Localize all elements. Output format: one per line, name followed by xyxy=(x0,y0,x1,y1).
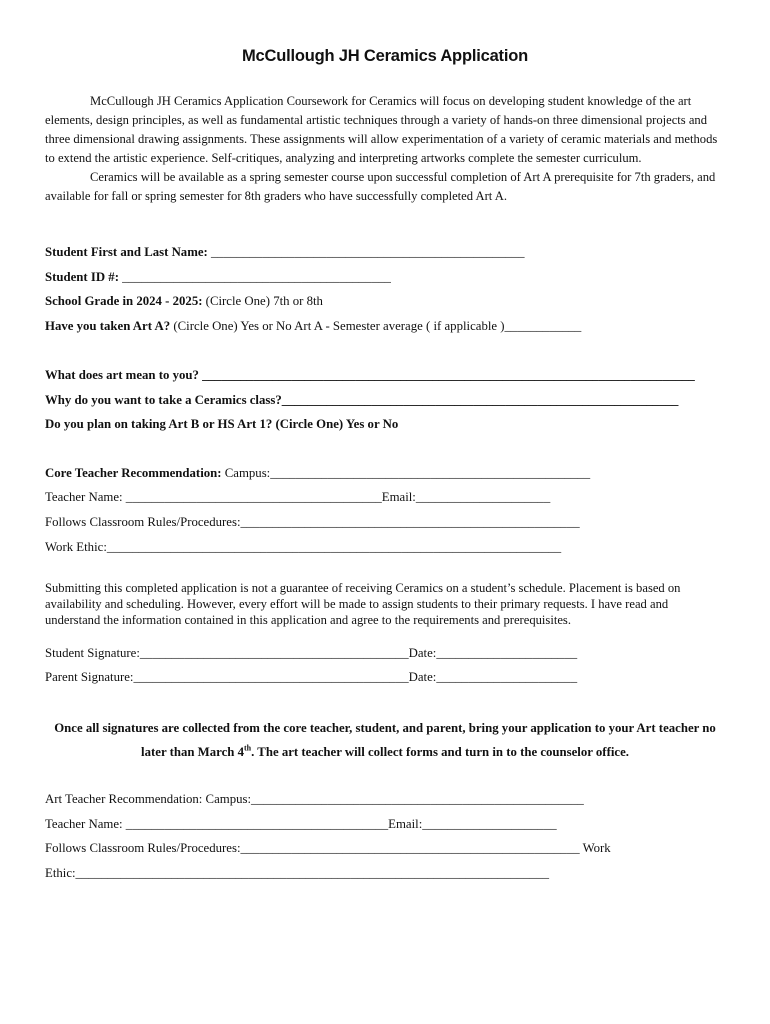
core-teacher-work-ethic-field[interactable]: Work Ethic:_______________________________________________________________________ xyxy=(45,540,562,554)
art-a-label: Have you taken Art A? xyxy=(45,319,171,333)
school-grade-field[interactable] xyxy=(45,293,323,309)
question-why-ceramics[interactable] xyxy=(45,392,678,408)
core-teacher-rec-field[interactable] xyxy=(45,465,590,481)
submission-text-end: . The art teacher will collect forms and turn in to the counselor office. xyxy=(251,745,629,759)
student-signature-field[interactable]: Student Signature:__________________________________________Date:______________________ xyxy=(45,646,578,660)
student-name-label: Student First and Last Name: xyxy=(45,245,212,259)
art-a-options[interactable]: (Circle One) Yes or No Art A - Semester average ( if applicable )____________ xyxy=(170,319,582,333)
question-why-ceramics-label: Why do you want to take a Ceramics class? xyxy=(45,393,282,407)
question-art-meaning[interactable] xyxy=(45,367,695,383)
core-teacher-rules-field[interactable]: Follows Classroom Rules/Procedures:_____________________________________________________ xyxy=(45,515,580,529)
question-why-ceramics-blank[interactable]: ______________________________________________________________ xyxy=(281,393,679,407)
page-title: McCullough JH Ceramics Application xyxy=(242,47,528,65)
submission-instructions xyxy=(45,716,725,764)
submission-superscript: th xyxy=(244,743,252,753)
question-art-meaning-blank[interactable]: _____________________________________________________________________________ xyxy=(202,368,695,382)
placement-notice: Submitting this completed application is not a guarantee of receiving Ceramics on a student’s schedule. Placement is based on availability and scheduling. However, every effort will be made to assign students to their primary requests. I have read and understand the information contained in this application and agree to the requirements and prerequisites. xyxy=(45,581,681,627)
submission-text-main: Once all signatures are collected from the core teacher, student, and parent, bring your application to your Art teacher no later than March 4 xyxy=(54,721,716,759)
question-art-meaning-label: What does art mean to you? xyxy=(45,368,203,382)
core-teacher-name-email-field[interactable]: Teacher Name: ________________________________________Email:_____________________ xyxy=(45,490,551,504)
student-name-field[interactable] xyxy=(45,244,525,260)
intro-paragraph-2: Ceramics will be available as a spring semester course upon successful completion of Art A prerequisite for 7th graders, and available for fall or spring semester for 8th graders who have successfully completed Art A. xyxy=(45,170,716,203)
student-id-blank[interactable]: __________________________________________ xyxy=(122,270,391,284)
intro-paragraph-1: McCullough JH Ceramics Application Coursework for Ceramics will focus on developing student knowledge of the art elements, design principles, as well as fundamental artistic techniques through a variety of hands-on three dimensional projects and three dimensional drawing assignments. These assignments will allow experimentation of a variety of ceramic materials and methods to extend the artistic experience. Self-critiques, analyzing and interpreting artworks complete the semester curriculum. xyxy=(45,94,718,165)
question-art-b-plan[interactable]: Do you plan on taking Art B or HS Art 1? (Circle One) Yes or No xyxy=(45,417,399,431)
core-teacher-campus-blank[interactable]: Campus:__________________________________________________ xyxy=(221,466,591,480)
student-id-field[interactable] xyxy=(45,269,391,285)
intro-section xyxy=(45,92,725,206)
art-teacher-name-email-field[interactable]: Teacher Name: _________________________________________Email:_____________________ xyxy=(45,817,557,831)
art-teacher-rec-field[interactable]: Art Teacher Recommendation: Campus:____________________________________________________ xyxy=(45,792,584,806)
core-teacher-rec-label: Core Teacher Recommendation: xyxy=(45,466,222,480)
parent-signature-field[interactable]: Parent Signature:___________________________________________Date:______________________ xyxy=(45,670,578,684)
art-teacher-rules-field[interactable]: Follows Classroom Rules/Procedures:_____________________________________________________ Work xyxy=(45,841,611,855)
school-grade-label: School Grade in 2024 - 2025: xyxy=(45,294,203,308)
art-a-field[interactable] xyxy=(45,318,581,334)
school-grade-options[interactable]: (Circle One) 7th or 8th xyxy=(202,294,323,308)
art-teacher-work-ethic-field[interactable]: Ethic:__________________________________________________________________________ xyxy=(45,866,550,880)
student-name-blank[interactable]: _________________________________________________ xyxy=(211,245,525,259)
student-id-label: Student ID #: xyxy=(45,270,123,284)
